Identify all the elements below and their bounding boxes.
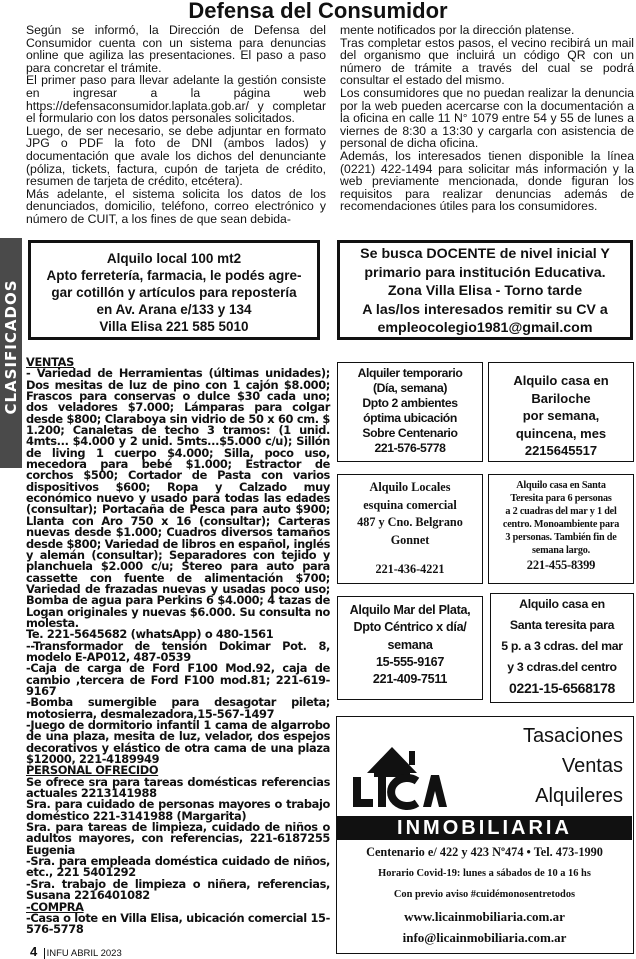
article-paragraph: El primer paso para llevar adelante la gestión consiste en ingresar a la página web https://defensaconsumidor.laplata.gob.ar/ y completar el formulario con los datos personales solicitados. (26, 73, 326, 126)
ad-line: Dpto 2 ambientes (362, 396, 458, 410)
ad-line: Santa teresita para (509, 618, 615, 632)
lica-notice: Con previo aviso #cuidémonosentretodos (393, 889, 576, 900)
lica-address: Centenario e/ 422 y 423 Nº474 • Tel. 473-1990 (366, 845, 603, 859)
classified-heading: VENTAS (26, 355, 74, 369)
ad-line: esquina comercial (363, 497, 457, 512)
ad-spacer (338, 549, 482, 561)
ad-line: semana largo. (532, 545, 590, 556)
article-paragraph: Los consumidores que no puedan realizar la denuncia por la web pueden acercarse con la documentación a la oficina en calle 11 N° 1079 entre 54 y 55 de lunes a viernes de 8:30 a 13:30 y cargarla con asistencia de personal de dicha oficina. (340, 85, 634, 151)
ad-teacher-wanted (337, 240, 633, 340)
ad-line: Villa Elisa 221 585 5010 (99, 319, 249, 334)
classified-entry: -Casa o lote en Villa Elisa, ubicación comercial 15-576-5778 (26, 910, 330, 937)
ad-line: (Día, semana) (372, 381, 448, 395)
ad-mar-del-plata-apartment (337, 596, 483, 700)
ad-line: gar cotillón y artículos para repostería (51, 285, 297, 300)
ad-temporary-rental (337, 362, 483, 462)
lica-services (463, 721, 623, 811)
ad-line: primario para institución Educativa. (364, 264, 606, 281)
ad-line: Dpto Céntrico x día/ (353, 620, 467, 635)
ad-line: 5 p. a 3 cdras. del mar (501, 639, 623, 653)
ad-line: quincena, mes (515, 425, 607, 441)
article-title: Defensa del Consumidor (188, 0, 448, 23)
ad-line: Alquiler temporario (357, 366, 463, 380)
ad-line: 221-436-4221 (375, 562, 445, 576)
article-paragraph: Según se informó, la Dirección de Defensa del Consumidor cuenta con un sistema para denuncias online que agiliza las presentaciones. El paso a paso para concretar el trámite. (26, 23, 326, 75)
ad-line: 2215645517 (524, 443, 598, 458)
lica-service: Alquileres (535, 785, 623, 807)
ad-line: y 3 cdras.del centro (507, 660, 617, 674)
ad-line: por semana, (522, 408, 600, 423)
edition-label: INFU ABRIL 2023 (44, 948, 122, 959)
ad-line: Apto ferretería, farmacia, le podés agre- (46, 268, 302, 283)
classified-entry: Se ofrece sra para tareas domésticas referencias actuales 2213141988 (26, 774, 330, 801)
ad-line: Sobre Centenario (362, 426, 458, 440)
article-paragraph: Tras completar estos pasos, el vecino recibirá un mail del organismo que incluirá un código QR con un número de trámite a través del cual se podrá consultar el estado del mismo. (340, 35, 634, 88)
article-paragraph: Luego, de ser necesario, se debe adjuntar en formato JPG o PDF la foto de DNI (ambos lados) y documentación que avale los dichos del denunciante (póliza, tickets, factura, cupón de tarjeta de crédito, resumen de tarjeta de crédito, etcétera). (26, 123, 326, 189)
ad-line: Gonnet (390, 532, 430, 547)
ad-line: Alquilo casa en (513, 373, 609, 388)
ad-line: 221-576-5778 (374, 441, 446, 455)
lica-banner: INMOBILIARIA (337, 816, 632, 840)
ad-line: óptima ubicación (363, 411, 457, 425)
lica-hours: Horario Covid-19: lunes a sábados de 10 a 16 hs (378, 868, 591, 879)
lica-logo (347, 733, 447, 813)
classified-heading: PERSONAL OFRECIDO (26, 763, 159, 778)
page-footer (30, 944, 122, 959)
ad-santa-teresita-house (488, 474, 634, 584)
ad-line: centro. Monoambiente para (502, 519, 620, 530)
ad-line: 221-455-8399 (526, 558, 596, 572)
ad-line: semana (387, 637, 433, 652)
classified-entry: -Sra. trabajo de limpieza o niñera, referencias, Susana 2216401082 (26, 876, 330, 903)
ad-line: en Av. Arana e/133 y 134 (96, 302, 252, 317)
classified-heading: -COMPRA (26, 899, 84, 914)
article-paragraph: Además, los interesados tienen disponible la línea (0221) 422-1494 para solicitar más información y la web previamente mencionada, donde figuran los requisitos para realizar denuncias además de recomendaciones útiles para los consumidores. (340, 148, 634, 214)
classified-entry: - Variedad de Herramientas (últimas unidades); Dos mesitas de luz de pino con 1 cajón $8.000; Frascos para conservas o dulce $30 cada uno; dos veladores $7.000; Lámparas para colgar desde $800; Claraboya sin vidrio de 50 x 60 cm. $ 1.200; Canaletas de techo 3 tramos: (1 unid. 4mts... $4.000 y 2 unid. 5mts...$5.000 c/u); Sillón de living 1 cuerpo $4.000; Silla, poco uso, mecedora para bebé $1.000; Estractor de corchos $500; Cortador de Pasta con varios dispositivos $600; Ropa y Calzado muy económico nuevo y usado para todas las edades (consultar); Portacaña de Pesca para auto $900; Llanta con Aro 750 x 16 (consultar); Carteras nuevas desde $1.000; Cuadros diversos tamaños desde $800; Variedad de libros en español, inglés y alemán (consultar); Separadores con tejido y planchuela $2.000 c/u; Stereo para auto para cassette con fuente de alimentación $700; Variedad de frazadas nuevas y usadas poco uso; Bomba de agua para Perkins 6 $4.000; 4 tazas de Logan originales y nuevas $6.000. Su consulta no molesta. (26, 366, 330, 630)
ad-line: Bariloche (531, 390, 591, 406)
classified-entry: -Bomba sumergible para desagotar pileta; motosierra, desmalezadora,15-567-1497 (26, 695, 330, 721)
ad-line: 0221-15-6568178 (508, 680, 616, 696)
page-number: 4 (30, 944, 38, 959)
classified-entry: -Caja de carga de Ford F100 Mod.92, caja de cambio ,tercera de Ford F100 mod.81; 221-619-9167 (26, 661, 330, 698)
classified-entry: Sra. para cuidado de personas mayores o trabajo doméstico 221-3141988 (Margarita) (26, 797, 330, 823)
classified-entry: Sra. para tareas de limpieza, cuidado de niños o adultos mayores, con referencias, 221-6187255 Eugenia (26, 820, 330, 857)
classified-entry: -Sra. para empleada doméstica cuidado de niños, etc., 221 5401292 (26, 854, 330, 880)
ad-line: Alquilo Locales (369, 480, 451, 494)
article-column-2 (340, 24, 634, 213)
ad-line: Zona Villa Elisa - Torno tarde (387, 283, 583, 299)
ad-line: Se busca DOCENTE de nivel inicial Y (360, 246, 610, 262)
ad-lica-real-estate (336, 716, 634, 954)
lica-web-link[interactable]: www.licainmobiliaria.com.ar (404, 909, 565, 924)
classifieds-column (26, 357, 330, 936)
lica-service: Tasaciones (522, 725, 623, 747)
ad-local-rental (28, 240, 320, 340)
ad-line: 487 y Cno. Belgrano (357, 515, 463, 529)
ad-santa-teresita-house-2 (490, 593, 634, 703)
lica-house-icon (347, 733, 447, 813)
lica-email-link[interactable]: info@licainmobiliaria.com.ar (402, 930, 567, 945)
ad-line: Teresita para 6 personas (510, 493, 612, 504)
lica-service: Ventas (561, 755, 623, 777)
classified-entry: --Transformador de tensión Dokimar Pot. 8, modelo E-AP012, 487-0539 (26, 638, 330, 664)
article-column-1 (26, 24, 326, 226)
classified-entry: -Juego de dormitorio infantil 1 cama de algarrobo de una plaza, mesita de luz, velador, dos espejos decorativos y elástico de otra cama de una plaza $12000, 221-4189949 (26, 718, 330, 767)
ad-line: Alquilo casa en (519, 597, 605, 611)
classified-entry: Te. 221-5645682 (whatsApp) o 480-1561 (26, 627, 274, 642)
ad-line: 15-555-9167 (375, 654, 445, 669)
ad-bariloche-house (488, 362, 634, 462)
ad-line: A las/los interesados remitir su CV a (362, 301, 608, 318)
ad-line: empleocolegio1981@gmail.com (377, 320, 593, 336)
section-tab (0, 238, 22, 468)
ad-commercial-premises (337, 474, 483, 584)
ad-line: 221-409-7511 (372, 672, 448, 687)
article-paragraph: mente notificados por la dirección platense. (340, 23, 575, 37)
article-paragraph: Más adelante, el sistema solicita los datos de los denunciados, domicilio, teléfono, correo electrónico y número de CUIT, a los fines de que sean debida- (26, 186, 326, 226)
ad-line: Alquilo casa en Santa (516, 480, 606, 491)
ad-line: 3 personas. También fin de (505, 532, 617, 543)
ad-line: a 2 cuadras del mar y 1 del (505, 506, 617, 517)
ad-line: Alquilo local 100 mt2 (106, 251, 242, 266)
section-tab-label: CLASIFICADOS (2, 279, 20, 415)
ad-line: Alquilo Mar del Plata, (349, 603, 471, 617)
